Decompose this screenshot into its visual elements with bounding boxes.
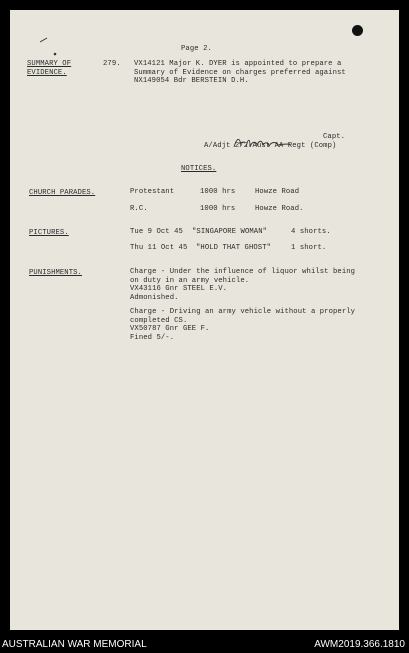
punishment-result: Fined 5/-. [130, 333, 175, 342]
punishment-charge-line: on duty in an army vehicle. [130, 276, 250, 285]
punch-hole [352, 25, 363, 36]
church-denomination: Protestant [130, 188, 175, 196]
signature-title: A/Adjt 2/2 Aust AA Regt (Comp) [204, 141, 337, 150]
picture-extra: 1 short. [291, 244, 327, 252]
punishment-person: VX43116 Gnr STEEL E.V. [130, 285, 228, 294]
signature-rank: Capt. [323, 133, 346, 141]
summary-line: VX14121 Major K. DYER is appointed to prepare a [134, 60, 342, 68]
summary-heading-line2: EVIDENCE. [27, 68, 67, 77]
church-parades-heading: CHURCH PARADES. [29, 189, 96, 197]
footer-institution: AUSTRALIAN WAR MEMORIAL [2, 639, 147, 650]
punishment-person: VX50787 Gnr GEE F. [130, 325, 210, 334]
punishment-result: Admonished. [130, 293, 179, 302]
document-page [10, 10, 399, 630]
picture-date: Tue 9 Oct 45 [130, 228, 183, 236]
footer-accession-number: AWM2019.366.1810 [314, 639, 405, 650]
summary-heading-line1: SUMMARY OF [27, 60, 72, 68]
picture-title: "SINGAPORE WOMAN" [192, 228, 268, 236]
pictures-heading: PICTURES. [29, 229, 69, 237]
punishment-charge-line: completed CS. [130, 316, 188, 325]
notices-heading: NOTICES. [181, 165, 217, 173]
church-denomination: R.C. [130, 205, 148, 213]
punishment-charge-line: Charge - Under the influence of liquor whilst being [130, 268, 356, 276]
picture-title: "HOLD THAT GHOST" [196, 244, 272, 252]
ink-mark [38, 30, 60, 60]
punishments-heading: PUNISHMENTS. [29, 269, 82, 277]
summary-line: NX149054 Bdr BERSTEIN D.H. [134, 77, 249, 86]
picture-date: Thu 11 Oct 45 [130, 244, 188, 252]
church-place: Howze Road. [255, 205, 304, 213]
church-time: 1000 hrs [200, 205, 236, 213]
summary-item-number: 279. [103, 60, 121, 68]
church-time: 1000 hrs [200, 188, 236, 196]
church-place: Howze Road [255, 188, 300, 196]
picture-extra: 4 shorts. [291, 228, 331, 236]
page-number: Page 2. [181, 45, 212, 53]
summary-line: Summary of Evidence on charges preferred against [134, 68, 346, 77]
punishment-charge-line: Charge - Driving an army vehicle without a properly [130, 308, 356, 316]
